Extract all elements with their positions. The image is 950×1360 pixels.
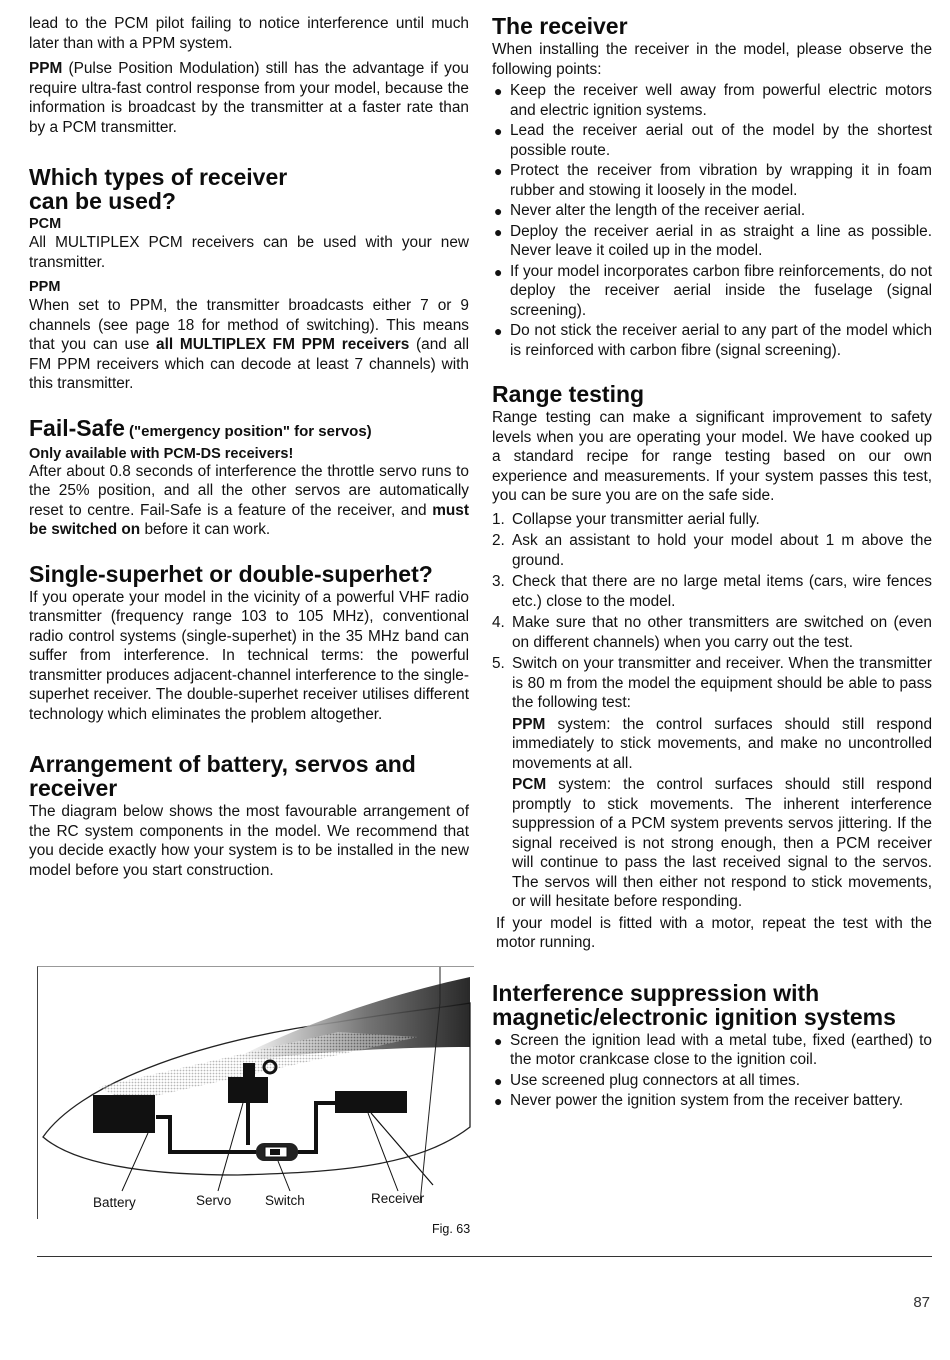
fig-63-diagram xyxy=(37,966,474,1219)
heading-range-testing: Range testing xyxy=(492,381,645,407)
intro-paragraph-2: PPM (Pulse Position Modulation) still has the advantage if you require ultra-fast control response from your model, because the information is broadcast by the transmitter at a faster rate than by a PCM transmitter. xyxy=(29,60,469,136)
footer-rule xyxy=(37,1256,932,1257)
list-item: 4. Make sure that no other transmitters are switched on (even on different channels) when you carry out the test. xyxy=(492,614,932,651)
list-item: ● Protect the receiver from vibration by wrapping it in foam rubber and stowing it loosely in the model. xyxy=(494,162,932,199)
heading-receiver-types: Which types of receiver can be used? xyxy=(29,164,288,214)
ppm-paragraph: When set to PPM, the transmitter broadcasts either 7 or 9 channels (see page 18 for method of switching). This means that you can use all MULTIPLEX FM PPM receivers (and all FM PPM receivers which can decode at least 7 channels) with this transmitter. xyxy=(29,297,469,392)
ppm-test-paragraph: PPM system: the control surfaces should still respond immediately to stick movements, and make no uncontrolled movements at all. xyxy=(512,715,932,772)
range-intro: Range testing can make a significant improvement to safety levels when you are operating your model. We have cooked up a standard recipe for range testing based on our own experience and measurements. If your system passes this test, you can be sure you are on the safe side. xyxy=(492,409,932,504)
range-steps-list xyxy=(492,510,932,912)
heading-arrangement: Arrangement of battery, servos and receiver xyxy=(29,751,416,801)
list-item: ● Lead the receiver aerial out of the model by the shortest possible route. xyxy=(494,122,932,159)
switch-label: Switch xyxy=(265,1193,305,1208)
list-item: ● Keep the receiver well away from powerful electric motors and electric ignition systems. xyxy=(494,82,932,119)
list-item: ● Never power the ignition system from the receiver battery. xyxy=(494,1092,904,1109)
pcm-test-paragraph: PCM system: the control surfaces should still respond promptly to stick movements. The inherent interference suppression of a PCM system prevents servos jittering. If the signal received is not strong enough, then a PCM receiver will continue to pass the last received signal to the servos. The servos will then either not respond to stick movements, or will hesitate before responding. xyxy=(512,776,932,910)
motor-note: If your model is fitted with a motor, repeat the test with the motor running. xyxy=(496,914,932,951)
pcm-subheading: PCM xyxy=(29,216,62,232)
list-item: ● Never alter the length of the receiver aerial. xyxy=(494,202,806,219)
page-number: 87 xyxy=(913,1294,930,1311)
figure-caption: Fig. 63 xyxy=(432,1222,471,1236)
list-item: ● Do not stick the receiver aerial to any part of the model which is reinforced with carbon fibre (signal screening). xyxy=(494,322,932,359)
intro-paragraph-1: lead to the PCM pilot failing to notice interference until much later than with a PPM system. xyxy=(29,15,469,52)
list-item: 5. Switch on your transmitter and receiver. When the transmitter is 80 m from the model the equipment should be able to pass the following test: PPM system: the control surfaces should still respond immediately to stick movements, and make no uncontrolled movements at all. PCM system: the control surfaces should still respond promptly to stick movements. The inherent interference suppression of a PCM system prevents servos jittering. If the signal received is not strong enough, then a PCM receiver will continue to pass the last received signal to the servos. The servos will then either not respond to stick movements, or will hesitate before responding. xyxy=(492,655,932,910)
receiver-intro: When installing the receiver in the model, please observe the following points: xyxy=(492,41,932,78)
servo-label: Servo xyxy=(196,1193,232,1208)
receiver-label: Receiver xyxy=(371,1191,425,1206)
failsafe-paragraph: After about 0.8 seconds of interference the throttle servo runs to the 25% position, and all the other servos are automatically reset to centre. Fail-Safe is a feature of the receiver, and must be switched on before it can work. xyxy=(29,462,469,538)
list-item: 1. Collapse your transmitter aerial fully. xyxy=(492,510,760,528)
battery-label: Battery xyxy=(93,1195,136,1210)
failsafe-note: Only available with PCM-DS receivers! xyxy=(29,445,294,462)
list-item: ● Use screened plug connectors at all times. xyxy=(494,1071,801,1089)
battery-pack xyxy=(93,1095,155,1133)
pcm-paragraph: All MULTIPLEX PCM receivers can be used with your new transmitter. xyxy=(29,234,469,271)
list-item: ● Screen the ignition lead with a metal tube, fixed (earthed) to the motor crankcase close to the ignition coil. xyxy=(494,1031,932,1068)
left-column xyxy=(29,14,469,880)
superhet-paragraph: If you operate your model in the vicinity of a powerful VHF radio transmitter (frequency range 103 to 105 MHz), conventional radio control systems (single-superhet) in the 35 MHz band can suffer from interference. In technical terms: the powerful transmitter produces adjacent-channel interference to the single-superhet receiver. The double-superhet receiver utilises different technology which eliminates the problem altogether. xyxy=(29,588,469,723)
servo-body xyxy=(228,1077,268,1103)
receiver-bullet-list xyxy=(492,81,932,360)
model-layout-drawing xyxy=(38,967,474,1219)
list-item: ● If your model incorporates carbon fibre reinforcements, do not deploy the receiver aerial inside the fuselage (signal screening). xyxy=(494,262,932,319)
right-column xyxy=(492,14,932,1112)
interference-bullet-list xyxy=(492,1031,932,1111)
receiver-unit xyxy=(335,1091,407,1113)
ppm-subheading: PPM xyxy=(29,279,61,295)
list-item: 3. Check that there are no large metal items (cars, wire fences etc.) close to the model. xyxy=(492,573,932,610)
arrangement-paragraph: The diagram below shows the most favourable arrangement of the RC system components in the model. We recommend that you decide exactly how your system is to be installed in the new model before you start construction. xyxy=(29,803,469,879)
list-item: 2. Ask an assistant to hold your model about 1 m above the ground. xyxy=(492,532,932,569)
heading-the-receiver: The receiver xyxy=(492,13,628,39)
heading-interference: Interference suppression with magnetic/electronic ignition systems xyxy=(492,979,896,1030)
heading-superhet: Single-superhet or double-superhet? xyxy=(29,560,433,587)
list-item: ● Deploy the receiver aerial in as straight a line as possible. Never leave it coiled up in the model. xyxy=(494,222,932,259)
heading-failsafe: Fail-Safe ("emergency position" for servos) xyxy=(29,414,372,441)
